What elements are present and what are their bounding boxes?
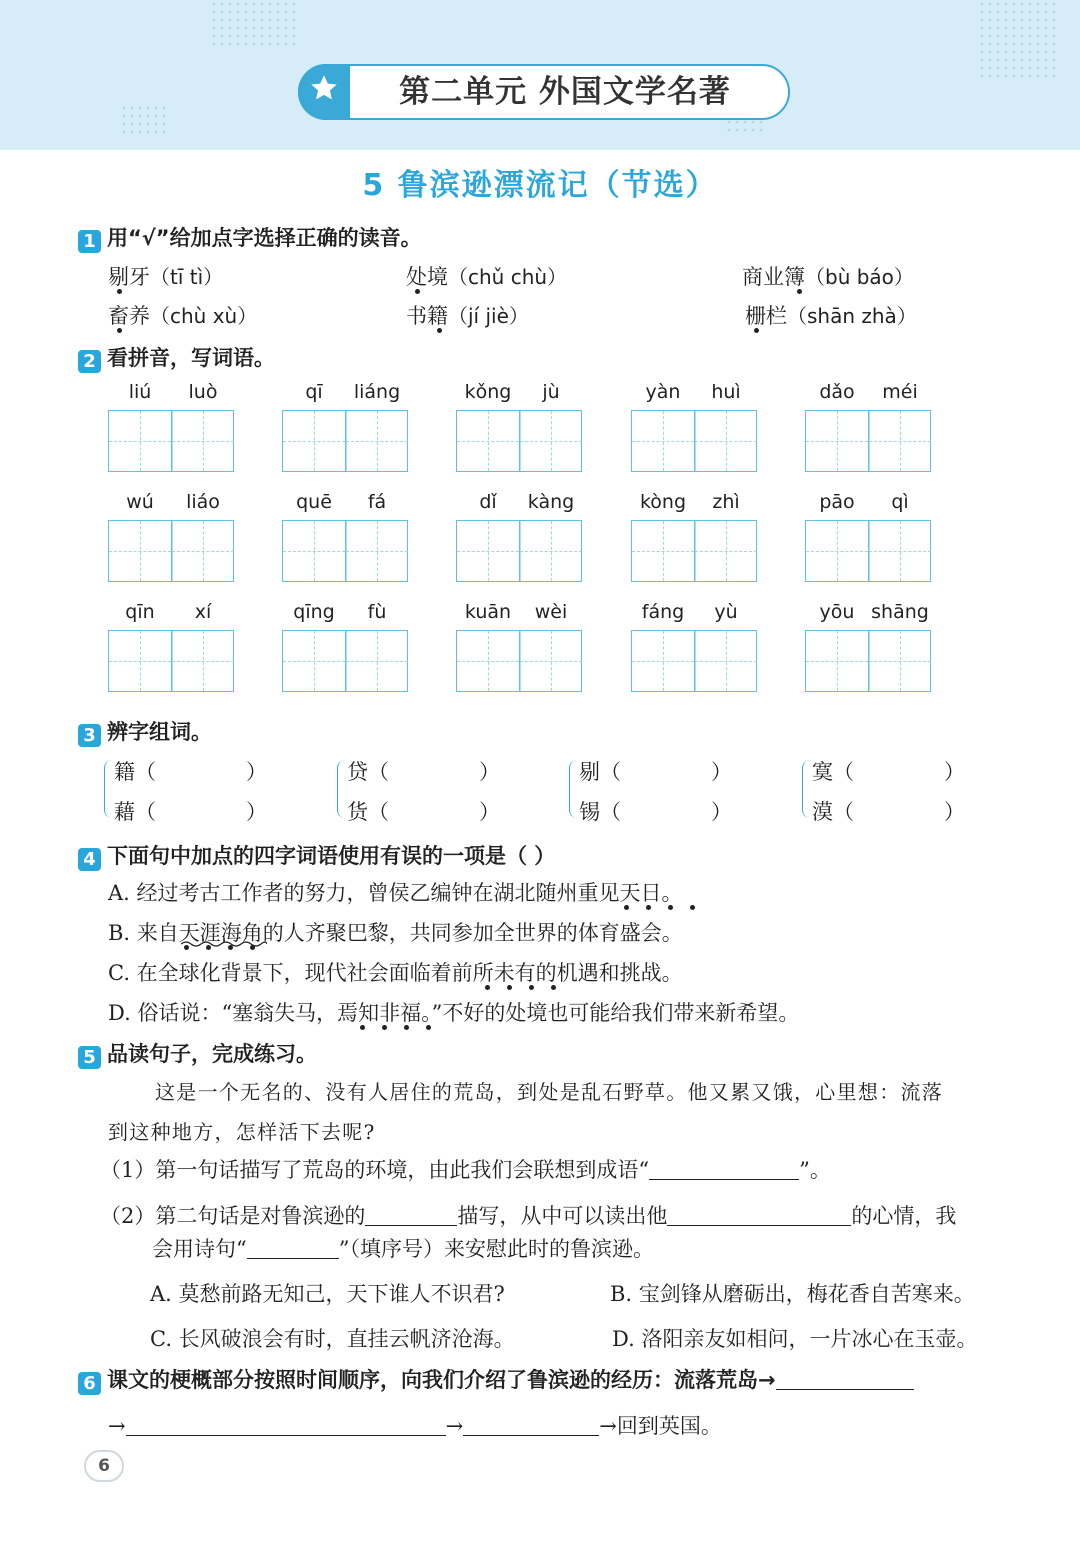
q4-option-a[interactable]: A. 经过考古工作者的努力，曾侯乙编钟在湖北随州重见天日。 (108, 881, 683, 905)
question-number: 4 (78, 848, 101, 871)
char-pair-item (347, 796, 500, 826)
q1-item (742, 261, 914, 291)
char-pair-item (812, 796, 965, 826)
question-prompt: 用“√”给加点字选择正确的读音。 (107, 226, 422, 250)
pinyin-label: shāng (871, 601, 929, 623)
emphasis-dot (646, 905, 651, 910)
question-number: 1 (78, 230, 101, 253)
question-prompt: 课文的梗概部分按照时间顺序，向我们介绍了鲁滨逊的经历：流落荒岛→ (107, 1368, 776, 1392)
writing-cell[interactable] (283, 411, 345, 471)
unit-star-box (298, 64, 350, 120)
star-icon (308, 72, 340, 104)
q1-word: 书籍 (406, 304, 448, 328)
emphasis-dot (437, 328, 442, 333)
char-pair-char: 锡（ (579, 800, 621, 824)
question-number: 5 (78, 1046, 101, 1069)
question-1-title (78, 222, 422, 253)
question-3-title (78, 716, 212, 747)
answer-blank[interactable] (776, 1371, 914, 1390)
q5-choice-b[interactable]: B. 宝剑锋从磨砺出，梅花香自苦寒来。 (610, 1282, 975, 1306)
q1-item (108, 300, 257, 330)
dot-pattern (120, 104, 170, 138)
emphasis-dot (426, 1025, 431, 1030)
writing-cell[interactable] (283, 631, 345, 691)
writing-cell[interactable] (109, 631, 171, 691)
question-prompt: 下面句中加点的四字词语使用有误的一项是（ ） (107, 844, 556, 868)
q1-item (406, 300, 529, 330)
pinyin-label: kuān (464, 601, 512, 623)
q1-options: （chù xù） (150, 304, 258, 328)
q6-line-2 (108, 1410, 722, 1440)
writing-cell[interactable] (806, 411, 868, 471)
pinyin-label: yù (714, 601, 738, 623)
q1-item (108, 261, 223, 291)
char-pair-char: 漠（ (812, 800, 854, 824)
dot-pattern (978, 0, 1058, 78)
brace (104, 760, 113, 818)
writing-cell[interactable] (806, 521, 868, 581)
question-number: 2 (78, 350, 101, 373)
q1-options: （shān zhà） (787, 304, 917, 328)
writing-grid[interactable] (631, 630, 757, 692)
pinyin-label: liáng (353, 381, 401, 403)
char-pair-char: 籍（ (114, 760, 156, 784)
writing-cell[interactable] (346, 631, 408, 691)
question-2-title (78, 342, 275, 373)
writing-cell[interactable] (632, 521, 694, 581)
pinyin-label: quē (296, 491, 332, 513)
emphasis-dot (754, 328, 759, 333)
writing-grid[interactable] (805, 630, 931, 692)
emphasis-dot (551, 985, 556, 990)
char-pair-item (579, 756, 732, 786)
writing-cell[interactable] (172, 411, 234, 471)
pinyin-label: huì (711, 381, 741, 403)
answer-blank[interactable] (247, 1240, 339, 1259)
q1-word: 畜养 (108, 304, 150, 328)
writing-cell[interactable] (172, 521, 234, 581)
writing-grid[interactable] (108, 520, 234, 582)
question-number: 6 (78, 1372, 101, 1395)
pinyin-label: zhì (712, 491, 740, 513)
q1-options: （tī tì） (150, 265, 224, 289)
char-pair-char: 货（ (347, 800, 389, 824)
emphasis-dot (415, 289, 420, 294)
pinyin-label: wèi (534, 601, 568, 623)
q5-sub2 (100, 1200, 956, 1230)
q1-word: 商业簿 (742, 265, 805, 289)
pinyin-label: jù (542, 381, 560, 403)
question-number: 3 (78, 724, 101, 747)
q5-choice-c[interactable]: C. 长风破浪会有时，直挂云帆济沧海。 (150, 1327, 515, 1351)
writing-cell[interactable] (695, 411, 757, 471)
writing-cell[interactable] (520, 521, 582, 581)
writing-cell[interactable] (869, 411, 931, 471)
pinyin-label: dǐ (479, 491, 497, 513)
emphasis-dot (529, 985, 534, 990)
q5-sub1 (100, 1154, 831, 1184)
writing-grid[interactable] (631, 410, 757, 472)
pinyin-label: xí (194, 601, 212, 623)
writing-grid[interactable] (108, 410, 234, 472)
pinyin-label: kǒng (464, 381, 512, 403)
char-pair-char: 藉（ (114, 800, 156, 824)
emphasis-dot (507, 985, 512, 990)
answer-blank[interactable] (126, 1417, 446, 1436)
writing-cell[interactable] (457, 631, 519, 691)
answer-blank[interactable] (463, 1417, 599, 1436)
emphasis-dot (117, 328, 122, 333)
emphasis-dot (485, 985, 490, 990)
pinyin-label: fáng (641, 601, 685, 623)
q5-sub2-cont (152, 1233, 654, 1263)
emphasis-dot (690, 905, 695, 910)
pinyin-label: qīng (293, 601, 335, 623)
emphasis-dot (360, 1025, 365, 1030)
pinyin-label: qīn (125, 601, 155, 623)
char-pair-item (347, 756, 500, 786)
char-pair-close: ） (944, 800, 965, 824)
writing-grid[interactable] (456, 410, 582, 472)
answer-blank[interactable] (649, 1161, 799, 1180)
passage-line-2: 到这种地方，怎样活下去呢? (108, 1120, 376, 1144)
question-prompt: 看拼音，写词语。 (107, 346, 275, 370)
pinyin-label: luò (188, 381, 218, 403)
writing-grid[interactable] (456, 630, 582, 692)
question-6-title (78, 1364, 914, 1395)
pinyin-label: qī (305, 381, 323, 403)
brace (337, 760, 346, 818)
q1-item (406, 261, 567, 291)
writing-cell[interactable] (520, 411, 582, 471)
wavy-underline (181, 941, 267, 947)
pinyin-label: fá (367, 491, 387, 513)
pinyin-label: wú (126, 491, 154, 513)
emphasis-dot (668, 905, 673, 910)
char-pair-item (114, 756, 267, 786)
q5-sub2-text: （2）第二句话是对鲁滨逊的 (100, 1204, 366, 1228)
writing-cell[interactable] (109, 411, 171, 471)
emphasis-dot (797, 289, 802, 294)
writing-cell[interactable] (457, 411, 519, 471)
char-pair-item (579, 796, 732, 826)
writing-grid[interactable] (108, 630, 234, 692)
q5-choice-d[interactable]: D. 洛阳亲友如相问，一片冰心在玉壶。 (612, 1327, 978, 1351)
char-pair-char: 贷（ (347, 760, 389, 784)
pinyin-label: dǎo (819, 381, 855, 403)
question-4-title (78, 840, 555, 871)
q4-option-c[interactable]: C. 在全球化背景下，现代社会面临着前所未有的机遇和挑战。 (108, 961, 683, 985)
writing-grid[interactable] (805, 410, 931, 472)
q5-sub1-text: （1）第一句话描写了荒岛的环境，由此我们会联想到成语“ (100, 1158, 650, 1182)
writing-cell[interactable] (457, 521, 519, 581)
char-pair-char: 寞（ (812, 760, 854, 784)
writing-grid[interactable] (282, 520, 408, 582)
q5-sub2-text: 描写，从中可以读出他 (457, 1204, 668, 1228)
q1-options: （chǔ chù） (448, 265, 568, 289)
writing-grid[interactable] (282, 410, 408, 472)
emphasis-dot (117, 289, 122, 294)
q1-options: （bù báo） (805, 265, 914, 289)
emphasis-dot (404, 1025, 409, 1030)
char-pair-item (812, 756, 965, 786)
writing-cell[interactable] (346, 521, 408, 581)
char-pair-close: ） (246, 760, 267, 784)
writing-cell[interactable] (632, 631, 694, 691)
q1-item (745, 300, 917, 330)
dot-pattern (210, 0, 300, 46)
pinyin-label: yàn (645, 381, 681, 403)
q1-word: 栅栏 (745, 304, 787, 328)
char-pair-close: ） (246, 800, 267, 824)
answer-blank[interactable] (667, 1207, 851, 1226)
answer-blank[interactable] (365, 1207, 457, 1226)
pinyin-label: kàng (527, 491, 575, 513)
writing-cell[interactable] (695, 521, 757, 581)
writing-cell[interactable] (109, 521, 171, 581)
writing-grid[interactable] (282, 630, 408, 692)
char-pair-close: ） (944, 760, 965, 784)
char-pair-item (114, 796, 267, 826)
writing-cell[interactable] (632, 411, 694, 471)
emphasis-dot (624, 905, 629, 910)
q5-sub2-text: 的心情，我 (851, 1204, 957, 1228)
char-pair-close: ） (479, 760, 500, 784)
q5-choice-a[interactable]: A. 莫愁前路无知己，天下谁人不识君? (150, 1282, 505, 1306)
pinyin-label: fù (367, 601, 387, 623)
writing-cell[interactable] (695, 631, 757, 691)
arrow: → (445, 1414, 464, 1438)
writing-grid[interactable] (631, 520, 757, 582)
arrow: → (108, 1414, 126, 1438)
lesson-title: 5 鲁滨逊漂流记（节选） (362, 168, 718, 203)
q4-option-b[interactable]: B. 来自天涯海角的人齐聚巴黎，共同参加全世界的体育盛会。 (108, 921, 683, 945)
pinyin-label: qì (891, 491, 909, 513)
unit-title: 第二单元 外国文学名著 (399, 74, 731, 110)
brace (802, 760, 811, 818)
q5-sub2-text: ”（填序号）来安慰此时的鲁滨逊。 (338, 1237, 654, 1261)
question-5-title (78, 1038, 317, 1069)
writing-cell[interactable] (172, 631, 234, 691)
emphasis-dot (382, 1025, 387, 1030)
writing-cell[interactable] (869, 631, 931, 691)
writing-grid[interactable] (805, 520, 931, 582)
writing-cell[interactable] (806, 631, 868, 691)
q5-sub1-end: ”。 (799, 1158, 831, 1182)
q1-options: （jí jiè） (448, 304, 529, 328)
page-number: 6 (84, 1450, 124, 1482)
question-prompt: 辨字组词。 (107, 720, 212, 744)
q5-sub2-text: 会用诗句“ (152, 1237, 247, 1261)
writing-cell[interactable] (283, 521, 345, 581)
char-pair-close: ） (711, 800, 732, 824)
pinyin-label: méi (882, 381, 918, 403)
question-prompt: 品读句子，完成练习。 (107, 1042, 317, 1066)
char-pair-close: ） (711, 760, 732, 784)
pinyin-label: kòng (639, 491, 687, 513)
header-wave (0, 138, 1080, 162)
brace (569, 760, 578, 818)
q6-end: →回到英国。 (599, 1414, 722, 1438)
writing-cell[interactable] (869, 521, 931, 581)
writing-grid[interactable] (456, 520, 582, 582)
pinyin-label: liáo (186, 491, 220, 513)
char-pair-char: 剔（ (579, 760, 621, 784)
pinyin-label: yōu (819, 601, 855, 623)
char-pair-close: ） (479, 800, 500, 824)
q4-option-d[interactable]: D. 俗话说：“塞翁失马，焉知非福。”不好的处境也可能给我们带来新希望。 (108, 1001, 800, 1025)
passage-line-1: 这是一个无名的、没有人居住的荒岛，到处是乱石野草。他又累又饿，心里想：流落 (155, 1080, 944, 1104)
pinyin-label: liú (128, 381, 152, 403)
writing-cell[interactable] (346, 411, 408, 471)
writing-cell[interactable] (520, 631, 582, 691)
pinyin-label: pāo (819, 491, 855, 513)
q1-word: 剔牙 (108, 265, 150, 289)
q1-word: 处境 (406, 265, 448, 289)
